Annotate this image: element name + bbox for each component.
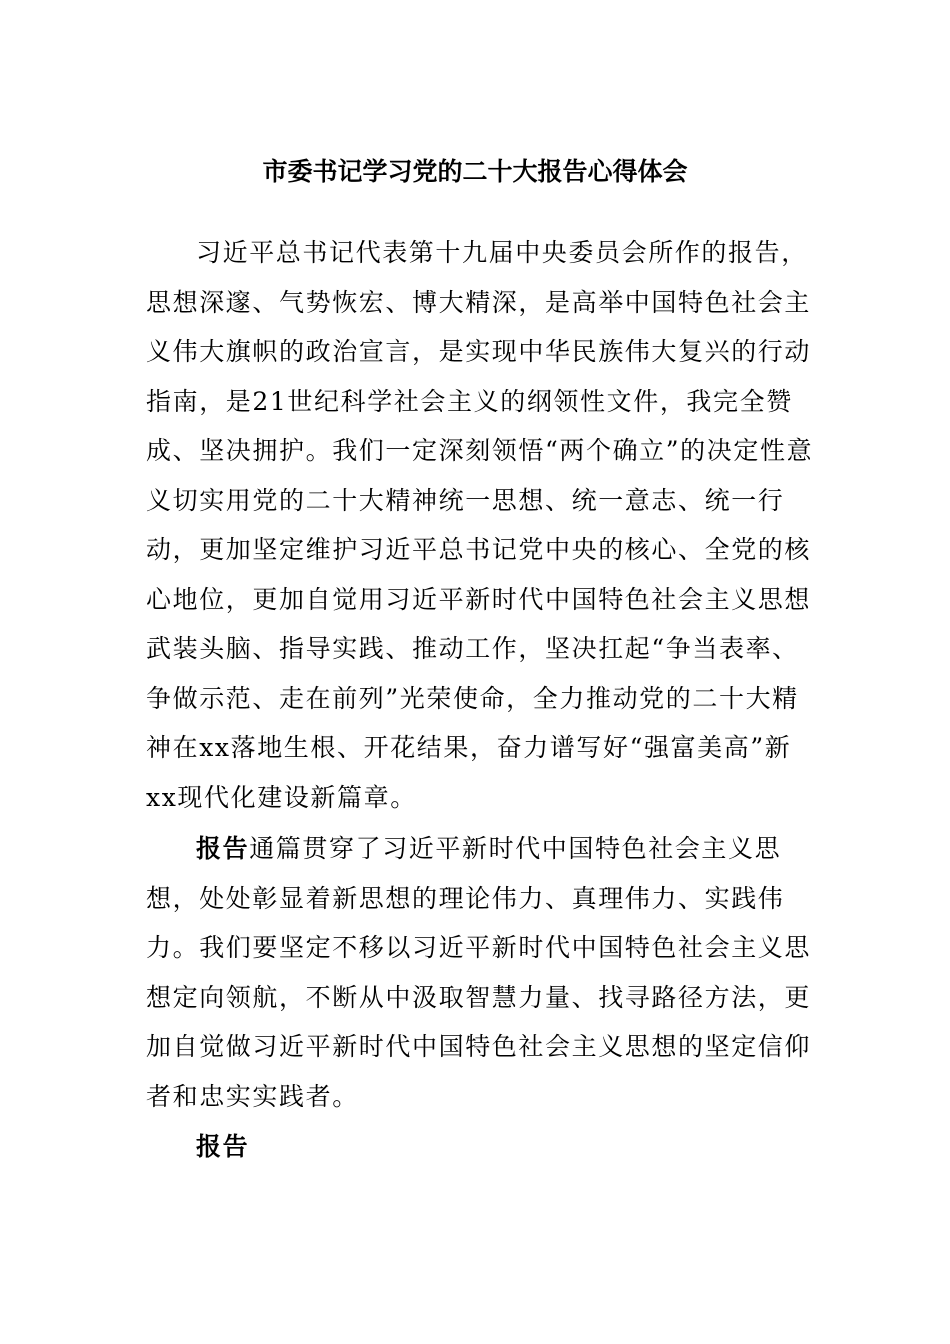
paragraph-2-text: 通篇贯穿了习近平新时代中国特色社会主义思想，处处彰显着新思想的理论伟力、真理伟力、实践伟力。我们要坚定不移以习近平新时代中国特色社会主义思想定向领航，不断从中汲取智慧力量、找寻路径方法，更加自觉做习近平新时代中国特色社会主义思想的坚定信仰者和忠实实践者。: [146, 834, 812, 1111]
paragraph-1-text: 习近平总书记代表第十九届中央委员会所作的报告，思想深邃、气势恢宏、博大精深，是高举中国特色社会主义伟大旗帜的政治宣言，是实现中华民族伟大复兴的行动指南，是21世纪科学社会主义的纲领性文件，我完全赞成、坚决拥护。我们一定深刻领悟“两个确立”的决定性意义切实用党的二十大精神统一思想、统一意志、统一行动，更加坚定维护习近平总书记党中央的核心、全党的核心地位，更加自觉用习近平新时代中国特色社会主义思想武装头脑、指导实践、推动工作，坚决扛起“争当表率、争做示范、走在前列”光荣使命，全力推动党的二十大精神在xx落地生根、开花结果，奋力谱写好“强富美高”新xx现代化建设新篇章。: [146, 238, 814, 812]
paragraph-2: [146, 824, 816, 1121]
paragraph-2-lead: 报告: [196, 834, 250, 863]
paragraph-1: [146, 228, 816, 822]
paragraph-3-lead: 报告: [196, 1132, 250, 1161]
paragraph-3: [146, 1122, 816, 1172]
document-title: 市委书记学习党的二十大报告心得体会: [262, 157, 688, 186]
